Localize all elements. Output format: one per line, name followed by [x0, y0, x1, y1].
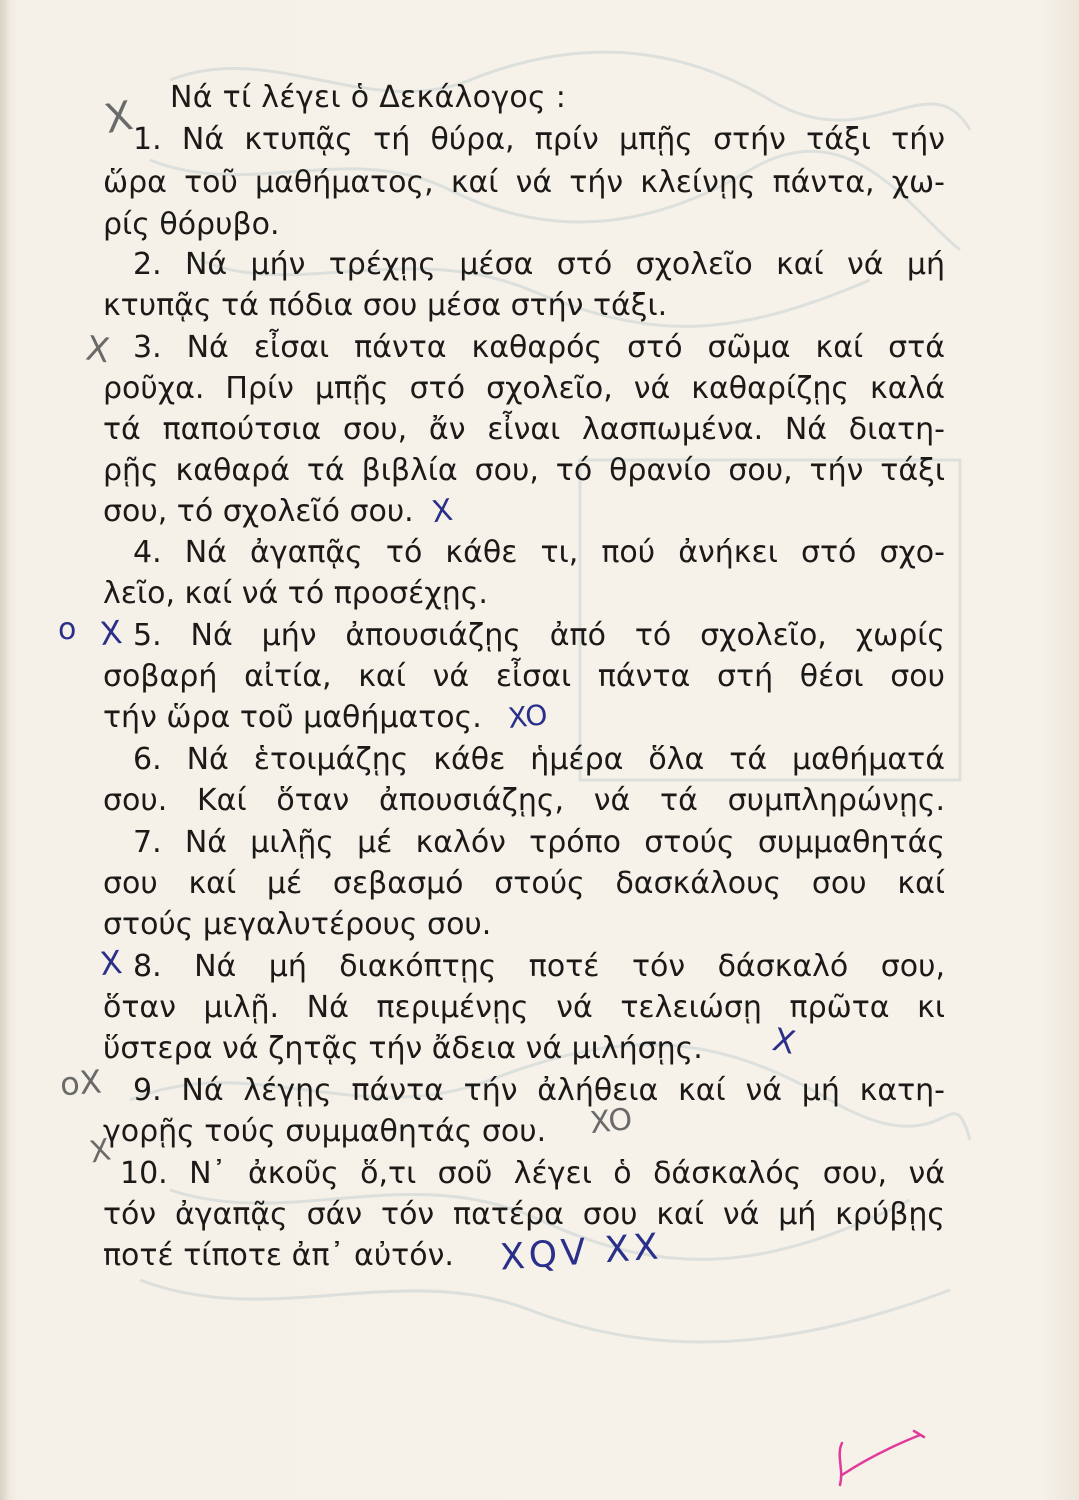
rule-7-line-2: σου καί μέ σεβασμό στούς δασκάλους σου καί — [103, 866, 945, 901]
rule-1-line-2: ὥρα τοῦ μαθήματος, καί νά τήν κλείνῃς πάντα, χω- — [103, 165, 945, 200]
rule-9-line-1: 9. Νά λέγῃς πάντα τήν ἀλήθεια καί νά μή κατη- — [133, 1073, 945, 1108]
rule-5-line-2: σοβαρή αἰτία, καί νά εἶσαι πάντα στή θέσι σου — [103, 659, 945, 694]
rule-10-line-2: τόν ἀγαπᾷς σάν τόν πατέρα σου καί νά μή κρύβῃς — [103, 1197, 945, 1232]
rule-3-line-1: 3. Νά εἶσαι πάντα καθαρός στό σῶμα καί στά — [133, 330, 945, 365]
rule-4-line-1: 4. Νά ἀγαπᾷς τό κάθε τι, πού ἀνήκει στό σχο- — [133, 535, 945, 570]
rule-6-line-1: 6. Νά ἑτοιμάζῃς κάθε ἡμέρα ὅλα τά μαθήματά — [133, 742, 945, 777]
rule-3-line-5: σου, τό σχολεῖό σου. — [103, 494, 414, 529]
rule-2-line-1: 2. Νά μήν τρέχῃς μέσα στό σχολεῖο καί νά μή — [133, 247, 945, 282]
pencil-xo-mark-rule-9-end: XO — [588, 1101, 634, 1142]
rule-8-line-1: 8. Νά μή διακόπτῃς ποτέ τόν δάσκαλό σου, — [133, 949, 945, 984]
rule-5-line-3: τήν ὥρα τοῦ μαθήματος. — [103, 700, 482, 735]
rule-9-line-2: γορῇς τούς συμμαθητάς σου. — [103, 1114, 547, 1149]
rule-7-line-1: 7. Νά μιλῇς μέ καλόν τρόπο στούς συμμαθητάς — [133, 825, 945, 860]
rule-4-line-2: λεῖο, καί νά τό προσέχῃς. — [103, 576, 488, 611]
pencil-x-mark-rule-3: X — [83, 328, 112, 372]
ink-x-mark-rule-8: X — [98, 942, 124, 984]
rule-2-line-2: κτυπᾷς τά πόδια σου μέσα στήν τάξι. — [103, 288, 668, 323]
pencil-x-mark-title: X — [101, 92, 137, 144]
rule-8-line-2: ὅταν μιλῇ. Νά περιμένῃς νά τελειώσῃ πρῶτα κι — [103, 990, 945, 1025]
rule-3-line-4: ρῇς καθαρά τά βιβλία σου, τό θρανίο σου, τήν τάξι — [103, 453, 945, 488]
rule-7-line-3: στούς μεγαλυτέρους σου. — [103, 907, 492, 942]
ink-x-mark-rule-3-end: X — [429, 492, 455, 531]
rule-3-line-2: ροῦχα. Πρίν μπῇς στό σχολεῖο, νά καθαρίζῃς καλά — [103, 371, 945, 406]
rule-6-line-2: σου. Καί ὅταν ἀπουσιάζῃς, νά τά συμπληρώνῃς. — [103, 783, 945, 818]
rule-1-line-1: 1. Νά κτυπᾷς τή θύρα, πρίν μπῇς στήν τάξι τήν — [133, 122, 945, 157]
page-title: Νά τί λέγει ὁ Δεκάλογος : — [170, 80, 567, 115]
pencil-ox-mark-rule-9: οX — [58, 1062, 103, 1104]
rule-10-line-3: ποτέ τίποτε ἀπ᾽ αὐτόν. — [103, 1238, 454, 1273]
pencil-x-mark-rule-10: X — [87, 1132, 114, 1171]
ink-xo-mark-rule-5-end: XO — [506, 698, 550, 735]
pink-pen-stroke — [830, 1415, 930, 1495]
ink-x-mark-rule-8-end: X — [769, 1020, 799, 1062]
ink-end-marks: XQV XX — [498, 1226, 664, 1279]
rule-10-line-1: 10. Ν᾽ ἀκοῦς ὅ,τι σοῦ λέγει ὁ δάσκαλός σου, νά — [120, 1156, 945, 1191]
binding-shadow — [0, 0, 10, 1500]
ink-x-mark-rule-5: X — [98, 612, 124, 654]
ink-o-mark-rule-5: ο — [58, 612, 77, 647]
rule-3-line-3: τά παπούτσια σου, ἄν εἶναι λασπωμένα. Νά διατη- — [103, 412, 945, 447]
rule-5-line-1: 5. Νά μήν ἀπουσιάζῃς ἀπό τό σχολεῖο, χωρίς — [133, 618, 945, 653]
rule-8-line-3: ὕστερα νά ζητᾷς τήν ἄδεια νά μιλήσῃς. — [103, 1031, 703, 1066]
rule-1-line-3: ρίς θόρυβο. — [103, 207, 280, 242]
